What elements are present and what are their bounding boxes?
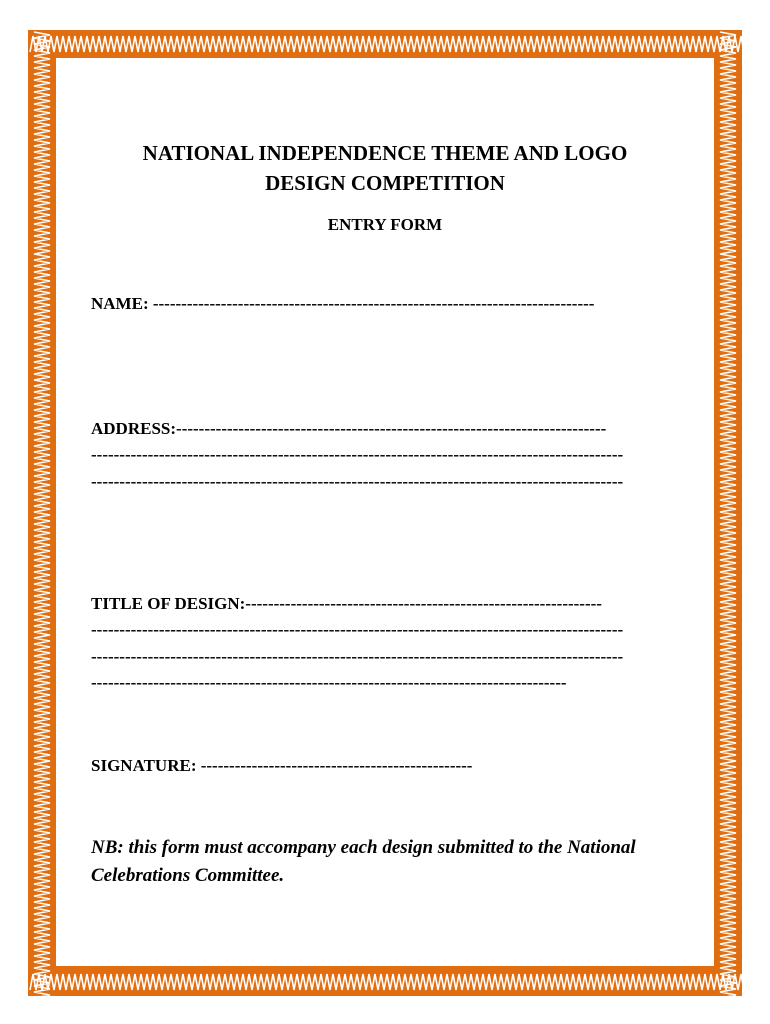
title-of-design-field[interactable] [91,594,677,614]
nb-note: NB: this form must accompany each design submitted to the National Celebrations Committee. [91,837,636,886]
form-subtitle: ENTRY FORM [327,215,443,234]
address-line-3[interactable]: ---------------------------------------------------------------------------------------------- [91,472,624,491]
title-line-1[interactable]: --------------------------------------------------------------- [245,594,602,613]
signature-field[interactable] [91,756,551,776]
title-line-3[interactable]: ---------------------------------------------------------------------------------------------- [91,647,624,666]
form-title-line-2: DESIGN COMPETITION [265,171,505,195]
name-line[interactable]: ------------------------------------------------------------------------------ [152,294,595,313]
address-line-1[interactable]: ---------------------------------------------------------------------------- [176,419,607,438]
address-label: ADDRESS: [91,419,177,438]
form-title-line-1: NATIONAL INDEPENDENCE THEME AND LOGO [142,141,628,165]
name-field[interactable] [91,294,675,314]
signature-line[interactable]: ------------------------------------------------ [200,756,473,775]
name-label: NAME: [91,294,153,313]
signature-label: SIGNATURE: [91,756,201,775]
address-field[interactable] [91,419,675,439]
address-line-2[interactable]: ---------------------------------------------------------------------------------------------- [91,445,624,464]
title-of-design-label: TITLE OF DESIGN: [91,594,246,613]
title-line-4[interactable]: ------------------------------------------------------------------------------------ [91,673,567,692]
title-line-2[interactable]: ---------------------------------------------------------------------------------------------- [91,620,624,639]
